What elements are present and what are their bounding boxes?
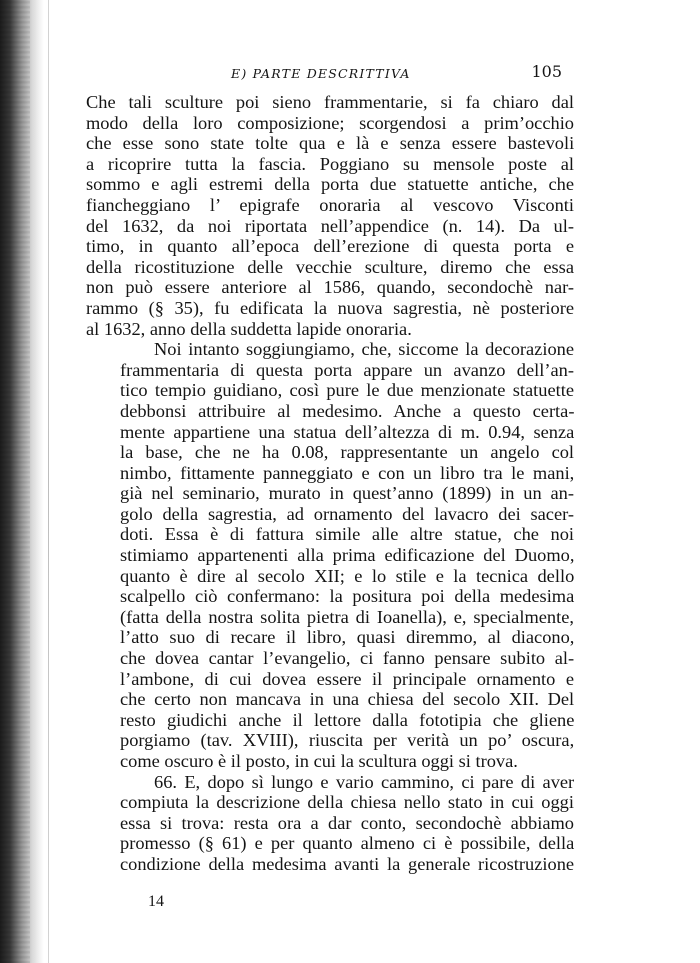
text-line: golo della sagrestia, ad ornamento del lavacro dei sacer-	[120, 503, 574, 524]
text-line: frammentaria di questa porta appare un avanzo dell’an-	[120, 359, 574, 380]
text-line: promesso (§ 61) e per quanto almeno ci è possibile, della	[120, 833, 575, 854]
text-line: tico tempio guidiano, così pure le due menzionate statuette	[120, 380, 574, 401]
text-line: doti. Essa è di fattura simile alle altre statue, che noi	[120, 524, 575, 545]
text-line: al 1632, anno della suddetta lapide onoraria.	[86, 318, 412, 339]
text-line: che dovea cantar l’evangelio, ci fanno pensare subito al-	[120, 648, 575, 669]
text-line: debbonsi attribuire al medesimo. Anche a questo certa-	[120, 400, 575, 421]
book-page	[86, 60, 574, 875]
text-line: l’ambone, di cui dovea essere il principale ornamento e	[120, 668, 574, 689]
book-spine-grain	[0, 0, 30, 963]
paragraph-1	[86, 92, 574, 339]
text-line: che certo non mancava in una chiesa del secolo XII. Del	[120, 689, 575, 710]
text-line: (fatta della nostra solita pietra di Ioanella), e, specialmente,	[120, 606, 574, 627]
text-line: Noi intanto soggiungiamo, che, siccome la decorazione	[154, 339, 574, 360]
text-line: timo, in quanto all’epoca dell’erezione di questa porta e	[86, 236, 575, 257]
text-line: che esse sono state tolte qua e là e senza essere bastevoli	[86, 133, 575, 154]
text-line: rammo (§ 35), fu edificata la nuova sagrestia, nè posteriore	[86, 297, 574, 318]
text-line: compiuta la descrizione della chiesa nello stato in cui oggi	[120, 792, 574, 813]
signature-mark: 14	[148, 893, 164, 910]
text-line: mente appartiene una statua dell’altezza di m. 0.94, senza	[120, 421, 575, 442]
text-line: porgiamo (tav. XVIII), riuscita per verità un po’ oscura,	[120, 730, 575, 751]
page-edge-line	[48, 0, 49, 963]
text-line: essa si trova: resta ora a dar conto, secondochè abbiamo	[120, 812, 574, 833]
text-line: scalpello ciò confermano: la positura poi della medesima	[120, 586, 575, 607]
running-head	[86, 60, 574, 90]
text-line: la base, che ne ha 0.08, rappresentante un angelo col	[120, 442, 575, 463]
page-number: 105	[531, 62, 562, 81]
text-line: stimiamo appartenenti alla prima edificazione del Duomo,	[120, 545, 575, 566]
text-line: condizione della medesima avanti la generale ricostruzione	[120, 853, 575, 874]
page-body	[86, 92, 574, 875]
text-line: fiancheggiano l’ epigrafe onoraria al vescovo Visconti	[86, 194, 574, 215]
text-line: 66. E, dopo sì lungo e vario cammino, ci pare di aver	[154, 771, 575, 792]
running-title: E) PARTE DESCRITTIVA	[231, 66, 411, 81]
text-line: quanto è dire al secolo XII; e lo stile e la tecnica dello	[120, 565, 575, 586]
text-line: resto giudichi anche il lettore dalla fototipia che gliene	[120, 709, 575, 730]
text-line: come oscuro è il posto, in cui la scultura oggi si trova.	[120, 751, 518, 771]
text-line: nimbo, fittamente panneggiato e con un libro tra le mani,	[120, 462, 575, 483]
text-line: Che tali sculture poi sieno frammentarie, si fa chiaro dal	[86, 92, 574, 112]
text-line: già nel seminario, murato in quest’anno (1899) in un an-	[120, 483, 574, 504]
paragraph-3	[86, 772, 574, 875]
text-line: non può essere anteriore al 1586, quando, secondochè nar-	[86, 277, 574, 298]
text-line: del 1632, da noi riportata nell’appendice (n. 14). Da ul-	[86, 215, 574, 236]
paragraph-2	[86, 339, 574, 771]
text-line: della ricostituzione delle vecchie sculture, diremo che essa	[86, 256, 574, 277]
text-line: sommo e agli estremi della porta due statuette antiche, che	[86, 174, 574, 195]
text-line: modo della loro composizione; scorgendosi a prim’occhio	[86, 112, 574, 133]
text-line: l’atto suo di recare il libro, quasi diremmo, al diacono,	[120, 627, 575, 648]
text-line: a ricoprire tutta la fascia. Poggiano su mensole poste al	[86, 153, 574, 174]
